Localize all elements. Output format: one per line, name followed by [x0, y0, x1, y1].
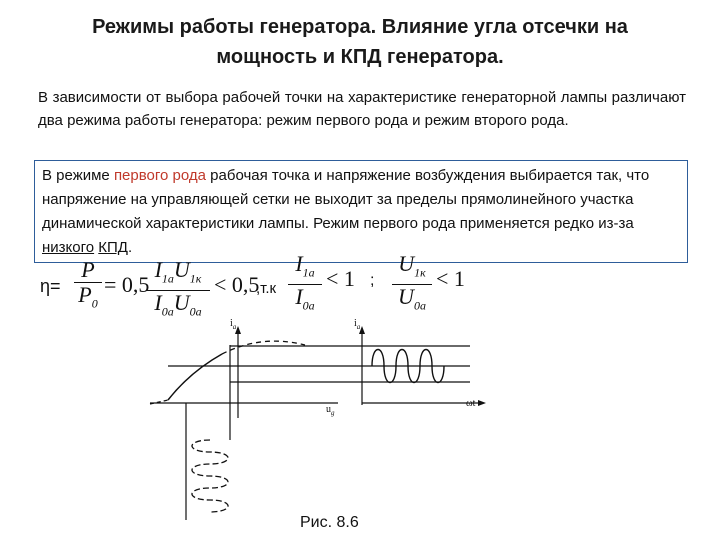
fraction-i0u0-den: $I_{0a}U_{0a}$: [154, 290, 202, 319]
less-than-one-1: < 1: [326, 266, 355, 291]
highlight-text-1: В режиме: [42, 167, 114, 184]
title-line-1: Режимы работы генератора. Влияние угла отсечки на: [92, 16, 628, 38]
eta-symbol: η=: [40, 276, 61, 296]
fraction-i1u1-num: $I_{1a}U_{1к}$: [154, 257, 202, 286]
fraction-i0-den: $I_{0a}$: [295, 284, 315, 313]
characteristic-solid: [168, 354, 222, 400]
fraction-p0-den: $P_0$: [78, 282, 98, 311]
semicolon: ;: [370, 272, 375, 289]
characteristic-dashed: [222, 341, 305, 354]
highlight-underlined-1: низкого: [42, 239, 95, 256]
grid-voltage-wave: [192, 440, 228, 512]
since-text: ,т.к: [256, 280, 277, 297]
intro-paragraph: В зависимости от выбора рабочей точки на характеристике генераторной лампы различают два режима работы генератора: режим первого рода и режим второго рода.: [38, 89, 686, 129]
highlight-underlined-2: КПД: [98, 239, 128, 256]
less-than-one-2: < 1: [436, 266, 465, 291]
less-than-half: < 0,5: [214, 272, 260, 297]
ug-axis-label: $u_g$: [326, 404, 335, 417]
title-line-2: мощность и КПД генератора.: [216, 46, 504, 68]
ia-axis-label: $i_a$: [230, 318, 237, 331]
fraction-u0-den: $U_{0a}$: [398, 284, 426, 313]
highlight-accent: первого рода: [113, 167, 206, 184]
fraction-i1-num: $I_{1a}$: [295, 251, 315, 280]
wt-axis-label: ωt: [466, 398, 476, 409]
time-axis-arrow: [478, 400, 486, 406]
equals-half: = 0,5: [104, 272, 150, 297]
fraction-u1-num: $U_{1к}$: [398, 251, 426, 280]
highlight-end: .: [127, 239, 133, 256]
highlight-text-2: рабочая точка и напряжение возбуждения выбирается так, что напряжение на управляющей сетки не выходит за пределы прямолинейного участка динамической характеристики лампы. Режим первого рода применяется редко из-за: [42, 167, 650, 232]
ia-right-axis-label: $i_a$: [354, 318, 361, 331]
fraction-p-num: P: [81, 257, 95, 282]
figure-caption: Рис. 8.6: [300, 514, 359, 531]
